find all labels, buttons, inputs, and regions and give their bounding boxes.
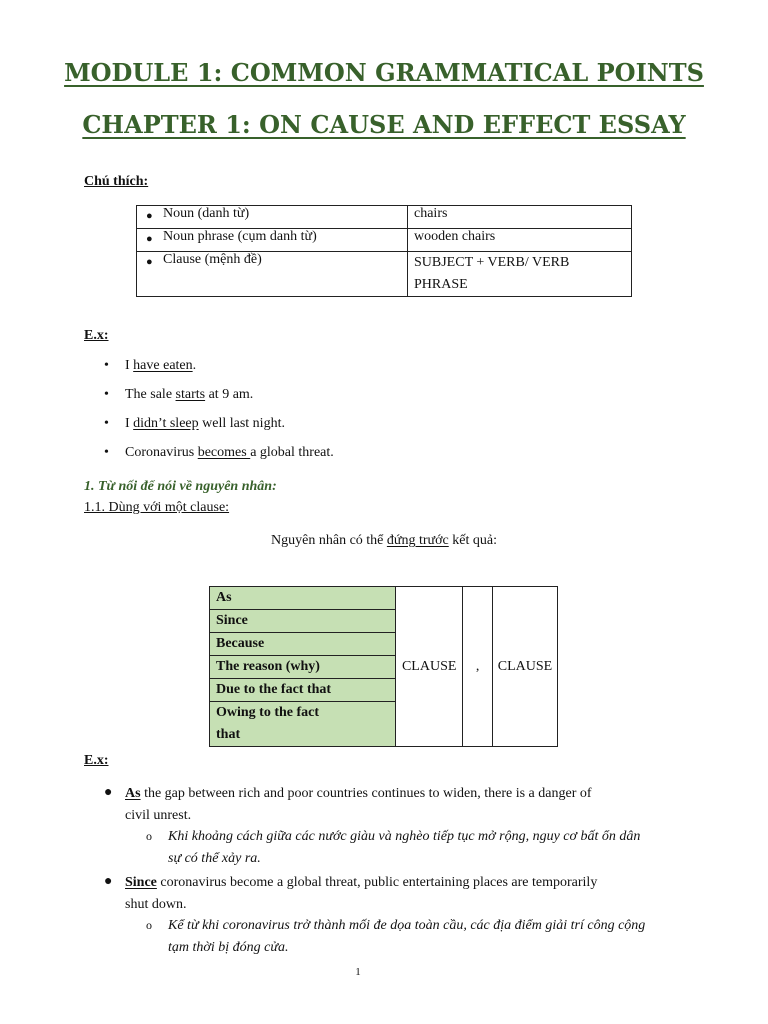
underlined-verb: didn’t sleep: [133, 416, 199, 431]
clause-cell: CLAUSE: [493, 587, 558, 747]
conjunction-table: [209, 586, 558, 747]
legend-example: SUBJECT + VERB/ VERB: [414, 255, 570, 270]
legend-example: PHRASE: [414, 277, 468, 292]
translation: Kể từ khi coronavirus trở thành mối đe dọa toàn cầu, các địa điểm giải trí công cộng tạm thời bị đóng cửa.: [168, 918, 646, 955]
example-list: [84, 358, 684, 474]
bullet-icon: •: [104, 416, 109, 431]
section-heading: 1. Từ nối để nói về nguyên nhân:: [84, 479, 277, 494]
underlined-phrase: đứng trước: [386, 533, 449, 548]
list-item: • The sale starts at 9 am.: [104, 387, 254, 402]
list-item: • I have eaten.: [104, 358, 197, 373]
chapter-title: CHAPTER 1: ON CAUSE AND EFFECT ESSAY: [82, 110, 686, 139]
center-note: Nguyên nhân có thể đứng trước kết quả:: [271, 533, 497, 548]
list-item: • Coronavirus becomes a global threat.: [104, 445, 334, 460]
list-item: Since coronavirus become a global threat, public entertaining places are temporarily shut down.: [125, 875, 598, 912]
bullet-icon: ●: [146, 233, 153, 245]
bullet-icon: •: [104, 358, 109, 373]
legend-table: [136, 205, 632, 297]
module-title: MODULE 1: COMMON GRAMMATICAL POINTS: [64, 58, 704, 87]
conjunction-cell: Due to the fact that: [210, 679, 396, 702]
list-item: • I didn’t sleep well last night.: [104, 416, 285, 431]
example-label: E.x:: [84, 753, 109, 768]
legend-row: [137, 229, 632, 252]
bullet-icon: •: [104, 387, 109, 402]
underlined-verb: starts: [175, 387, 206, 402]
list-item: As the gap between rich and poor countries continues to widen, there is a danger of civil unrest.: [125, 786, 592, 823]
bullet-icon: ●: [104, 785, 113, 800]
conjunction-cell: The reason (why): [210, 656, 396, 679]
bullet-icon: ●: [146, 210, 153, 222]
conjunction-cell: Owing to the fact: [210, 702, 396, 725]
example-label: E.x:: [84, 328, 109, 343]
bullet-icon: ●: [146, 256, 153, 268]
underlined-verb: have eaten: [133, 358, 193, 373]
circle-bullet-icon: o: [146, 829, 152, 843]
comma-cell: ,: [463, 587, 493, 747]
legend-term: Noun phrase (cụm danh từ): [163, 229, 317, 244]
legend-example: wooden chairs: [414, 229, 496, 244]
page-number: 1: [355, 966, 361, 978]
conjunction-cell: As: [210, 587, 396, 610]
conjunction-word: Since: [125, 875, 157, 890]
circle-bullet-icon: o: [146, 918, 152, 932]
conjunction-cell: Because: [210, 633, 396, 656]
conjunction-cell: that: [210, 724, 396, 747]
conjunction-word: As: [125, 786, 141, 801]
legend-row: [137, 252, 632, 297]
conjunction-cell: Since: [210, 610, 396, 633]
legend-label: Chú thích:: [84, 174, 149, 189]
subsection-heading: 1.1. Dùng với một clause:: [84, 500, 230, 515]
clause-cell: CLAUSE: [396, 587, 463, 747]
legend-example: chairs: [414, 206, 448, 221]
legend-row: [137, 206, 632, 229]
translation: Khi khoảng cách giữa các nước giàu và nghèo tiếp tục mở rộng, nguy cơ bất ổn dân sự có thể xảy ra.: [168, 829, 641, 866]
legend-term: Noun (danh từ): [163, 206, 250, 221]
legend-term: Clause (mệnh đề): [163, 252, 262, 267]
bullet-icon: ●: [104, 874, 113, 889]
underlined-verb: becomes: [197, 445, 251, 460]
bullet-icon: •: [104, 445, 109, 460]
